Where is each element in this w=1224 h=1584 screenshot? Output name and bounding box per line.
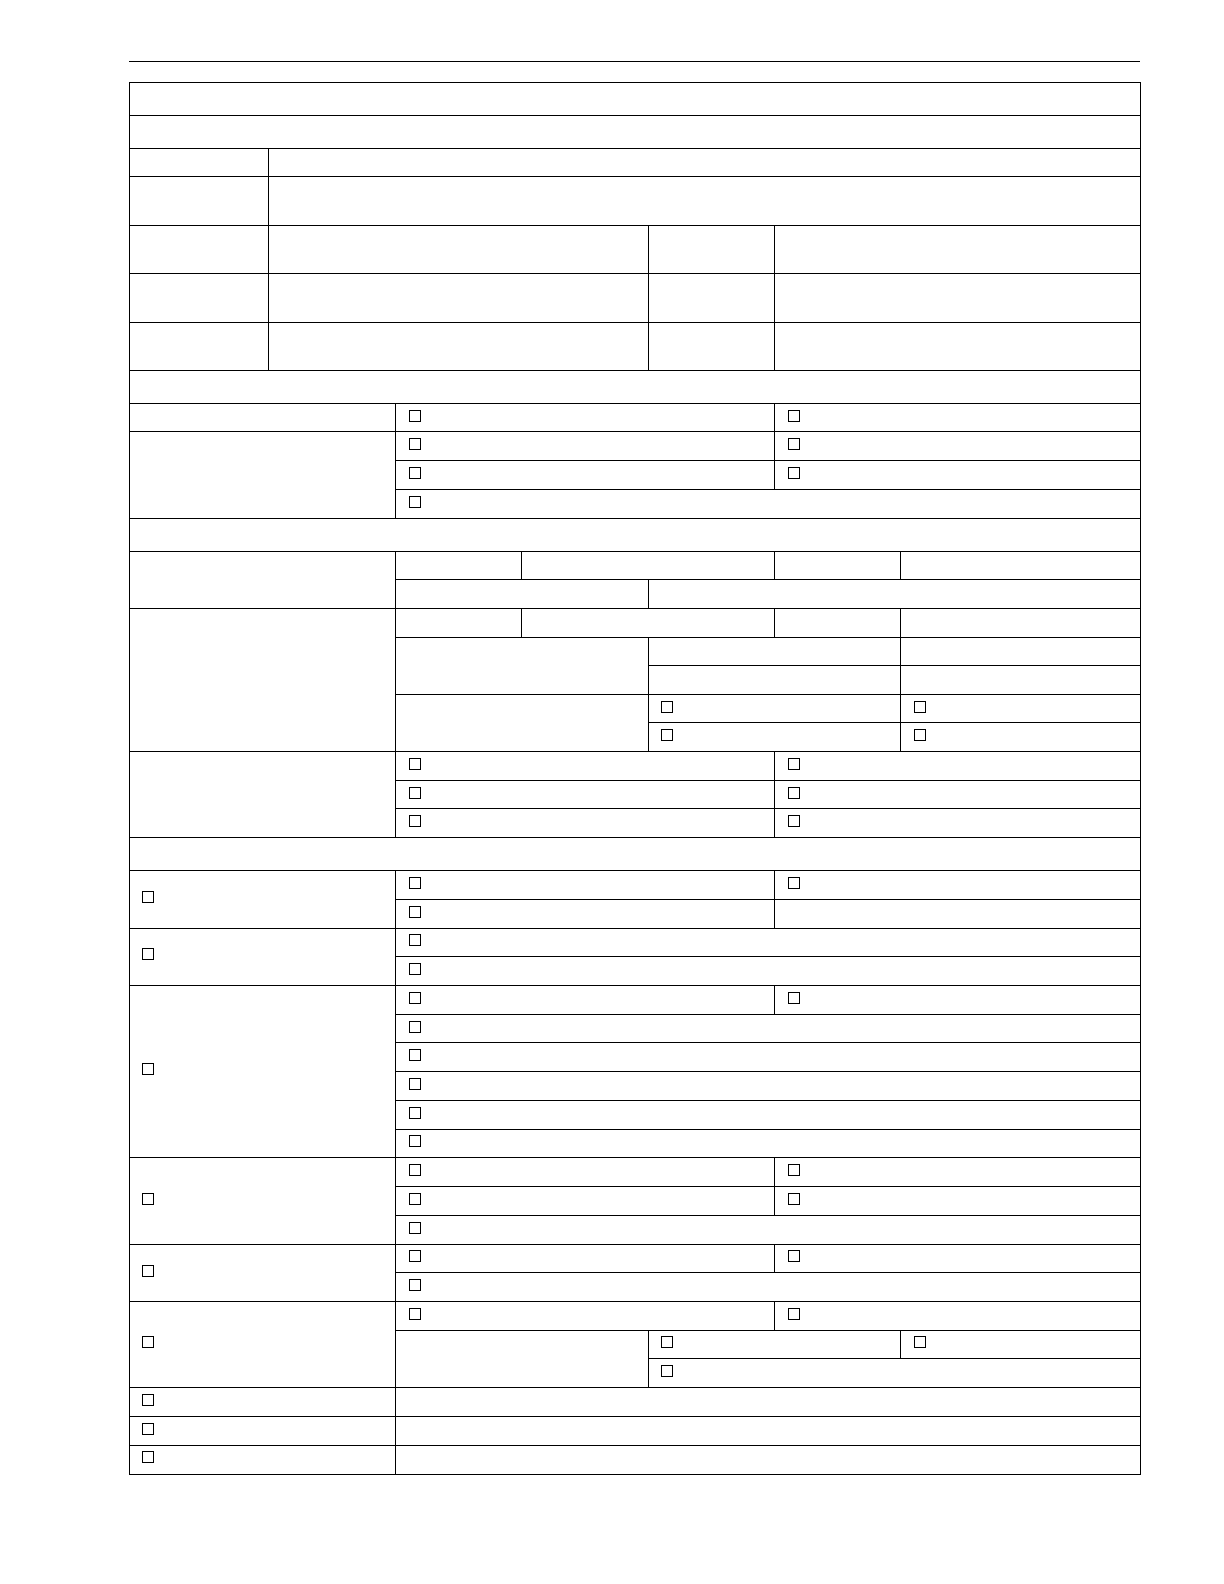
checkbox[interactable] xyxy=(142,1451,154,1463)
checkbox[interactable] xyxy=(788,467,800,479)
table-rule-horizontal xyxy=(129,837,1141,838)
checkbox[interactable] xyxy=(142,948,154,960)
table-rule-horizontal xyxy=(129,1416,1141,1417)
table-rule-horizontal xyxy=(129,148,1141,149)
checkbox[interactable] xyxy=(409,467,421,479)
checkbox[interactable] xyxy=(409,1078,421,1090)
table-rule-horizontal xyxy=(395,1186,1141,1187)
table-rule-horizontal xyxy=(129,1244,1141,1245)
checkbox[interactable] xyxy=(409,496,421,508)
table-rule-vertical xyxy=(395,403,396,519)
table-rule-vertical xyxy=(774,1157,775,1216)
table-rule-horizontal xyxy=(395,579,1141,580)
checkbox[interactable] xyxy=(409,410,421,422)
table-rule-vertical xyxy=(900,551,901,580)
checkbox[interactable] xyxy=(409,934,421,946)
table-rule-vertical xyxy=(900,608,901,638)
checkbox[interactable] xyxy=(409,963,421,975)
checkbox[interactable] xyxy=(142,1193,154,1205)
checkbox[interactable] xyxy=(788,438,800,450)
checkbox[interactable] xyxy=(788,877,800,889)
checkbox[interactable] xyxy=(914,729,926,741)
checkbox[interactable] xyxy=(409,1135,421,1147)
table-rule-vertical xyxy=(774,551,775,580)
table-rule-vertical xyxy=(774,985,775,1015)
table-rule-horizontal xyxy=(648,722,1141,723)
table-rule-horizontal xyxy=(129,928,1141,929)
table-rule-horizontal xyxy=(395,460,1141,461)
table-rule-horizontal xyxy=(129,322,1141,323)
table-rule-vertical xyxy=(268,148,269,371)
table-rule-horizontal xyxy=(395,1215,1141,1216)
table-rule-vertical xyxy=(774,870,775,929)
checkbox[interactable] xyxy=(788,1250,800,1262)
checkbox[interactable] xyxy=(409,992,421,1004)
checkbox[interactable] xyxy=(788,758,800,770)
checkbox[interactable] xyxy=(142,1336,154,1348)
checkbox[interactable] xyxy=(142,1423,154,1435)
table-rule-horizontal xyxy=(129,551,1141,552)
checkbox[interactable] xyxy=(788,1164,800,1176)
checkbox[interactable] xyxy=(788,1308,800,1320)
table-rule-horizontal xyxy=(395,1071,1141,1072)
table-rule-vertical xyxy=(774,225,775,371)
table-rule-horizontal xyxy=(129,431,1141,432)
table-rule-vertical xyxy=(648,1330,649,1388)
checkbox[interactable] xyxy=(409,438,421,450)
checkbox[interactable] xyxy=(142,891,154,903)
table-rule-horizontal xyxy=(129,115,1141,116)
table-rule-horizontal xyxy=(395,1100,1141,1101)
table-rule-vertical xyxy=(774,403,775,490)
table-rule-horizontal xyxy=(395,637,1141,638)
table-rule-horizontal xyxy=(395,899,1141,900)
checkbox[interactable] xyxy=(409,1193,421,1205)
table-rule-vertical xyxy=(648,225,649,371)
table-rule-vertical xyxy=(648,579,649,609)
table-rule-vertical xyxy=(521,551,522,580)
table-rule-horizontal xyxy=(129,273,1141,274)
checkbox[interactable] xyxy=(788,410,800,422)
table-rule-vertical xyxy=(129,82,130,1475)
table-rule-vertical xyxy=(774,608,775,638)
table-rule-vertical xyxy=(774,1244,775,1273)
table-rule-vertical xyxy=(395,870,396,1475)
checkbox[interactable] xyxy=(661,1365,673,1377)
checkbox[interactable] xyxy=(409,1049,421,1061)
table-rule-horizontal xyxy=(129,751,1141,752)
table-rule-horizontal xyxy=(129,370,1141,371)
checkbox[interactable] xyxy=(409,1021,421,1033)
table-rule-horizontal xyxy=(129,870,1141,871)
checkbox[interactable] xyxy=(661,729,673,741)
table-rule-horizontal xyxy=(129,985,1141,986)
checkbox[interactable] xyxy=(788,992,800,1004)
checkbox[interactable] xyxy=(409,1308,421,1320)
checkbox[interactable] xyxy=(409,1279,421,1291)
table-rule-horizontal xyxy=(648,665,1141,666)
table-rule-horizontal xyxy=(395,1014,1141,1015)
checkbox[interactable] xyxy=(409,815,421,827)
checkbox[interactable] xyxy=(142,1063,154,1075)
checkbox[interactable] xyxy=(409,1164,421,1176)
table-rule-horizontal xyxy=(395,1330,1141,1331)
checkbox[interactable] xyxy=(409,758,421,770)
checkbox[interactable] xyxy=(661,701,673,713)
table-rule-horizontal xyxy=(648,1358,1141,1359)
table-rule-vertical xyxy=(395,551,396,838)
table-rule-horizontal xyxy=(129,518,1141,519)
checkbox[interactable] xyxy=(409,906,421,918)
checkbox[interactable] xyxy=(914,701,926,713)
table-rule-horizontal xyxy=(129,608,1141,609)
table-rule-vertical xyxy=(774,1301,775,1331)
checkbox[interactable] xyxy=(142,1394,154,1406)
table-rule-horizontal xyxy=(129,1474,1141,1475)
table-rule-horizontal xyxy=(129,225,1141,226)
table-rule-horizontal xyxy=(129,1301,1141,1302)
checkbox[interactable] xyxy=(788,815,800,827)
table-rule-horizontal xyxy=(395,808,1141,809)
checkbox[interactable] xyxy=(914,1336,926,1348)
table-rule-horizontal xyxy=(129,1157,1141,1158)
checkbox[interactable] xyxy=(409,877,421,889)
table-rule-horizontal xyxy=(129,176,1141,177)
checkbox[interactable] xyxy=(661,1336,673,1348)
checkbox[interactable] xyxy=(142,1265,154,1277)
table-rule-horizontal xyxy=(395,780,1141,781)
checkbox[interactable] xyxy=(409,1222,421,1234)
table-rule-horizontal xyxy=(395,1272,1141,1273)
table-rule-vertical xyxy=(648,637,649,752)
table-rule-horizontal xyxy=(129,1445,1141,1446)
table-rule-vertical xyxy=(1140,82,1141,1475)
table-rule-horizontal xyxy=(129,403,1141,404)
table-rule-horizontal xyxy=(395,956,1141,957)
checkbox[interactable] xyxy=(409,787,421,799)
table-rule-horizontal xyxy=(395,1129,1141,1130)
checkbox[interactable] xyxy=(788,1193,800,1205)
table-rule-horizontal xyxy=(395,1042,1141,1043)
table-rule-horizontal xyxy=(395,489,1141,490)
table-rule-vertical xyxy=(900,637,901,752)
checkbox[interactable] xyxy=(409,1107,421,1119)
checkbox[interactable] xyxy=(788,787,800,799)
table-rule-vertical xyxy=(521,608,522,638)
table-rule-horizontal xyxy=(395,694,1141,695)
table-rule-vertical xyxy=(774,751,775,838)
table-rule-horizontal xyxy=(129,82,1141,83)
table-rule-vertical xyxy=(900,1330,901,1359)
checkbox[interactable] xyxy=(409,1250,421,1262)
table-rule-horizontal xyxy=(129,1387,1141,1388)
